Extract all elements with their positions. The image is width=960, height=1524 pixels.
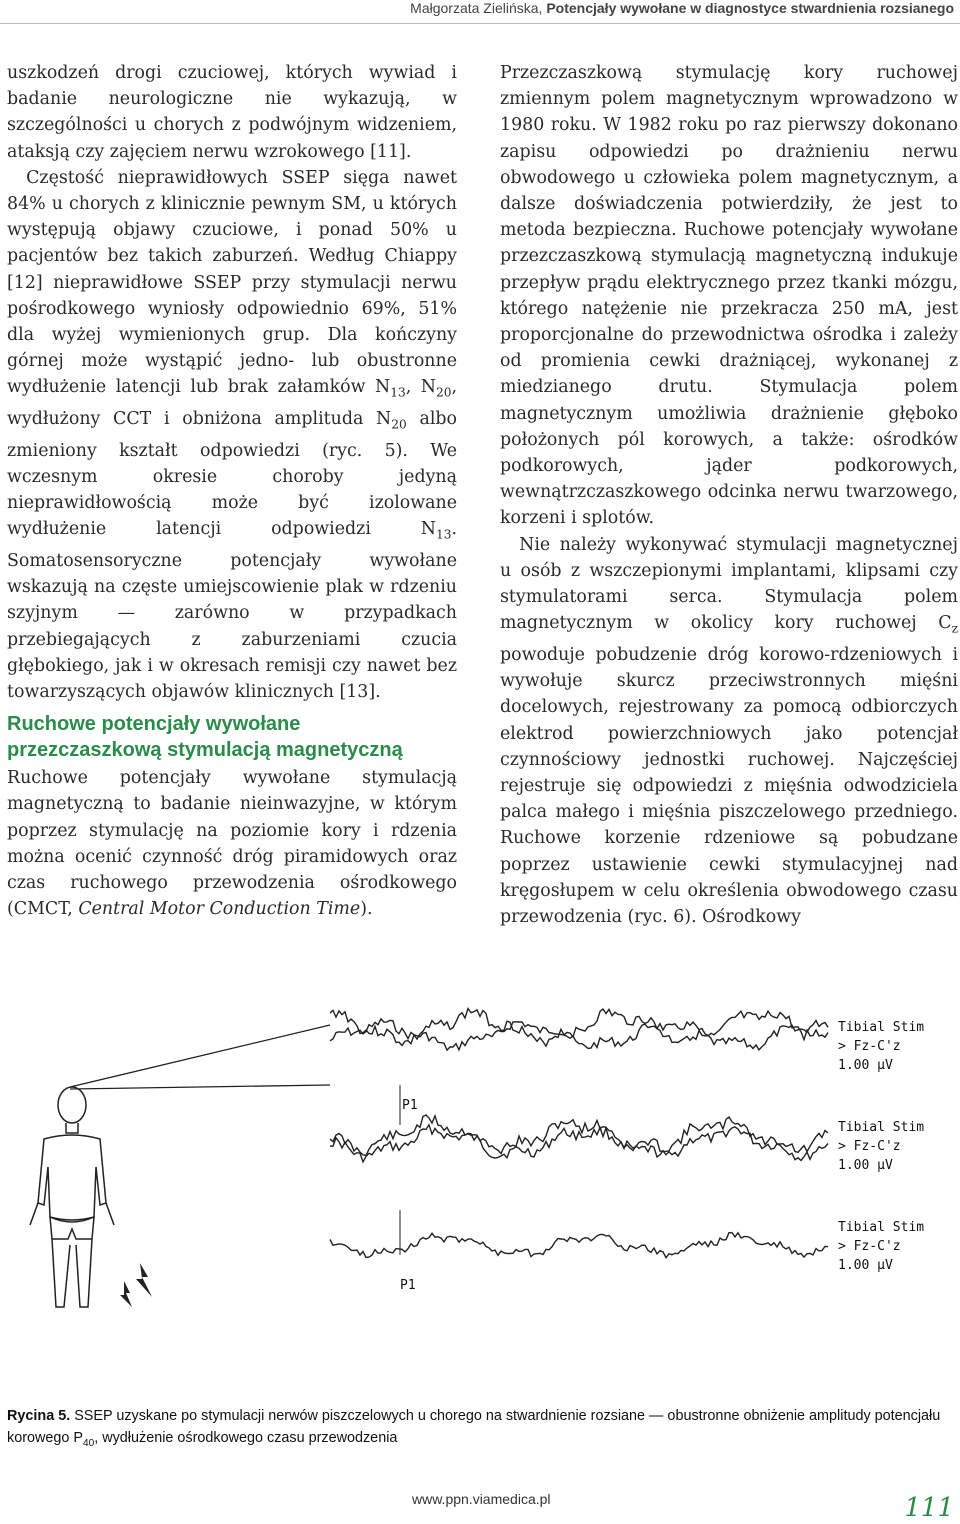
running-head-author: Małgorzata Zielińska, — [410, 0, 543, 16]
svg-text:1.00 µV: 1.00 µV — [838, 1058, 893, 1073]
figure-caption: Rycina 5. SSEP uzyskane po stymulacji nerwów piszczelowych u chorego na stwardnienie rozsiane — obustronne obniżenie amplitudy potencjału korowego $P_{40}$, wydłużenie ośrodkowego czasu przewodzenia — [7, 1408, 941, 1449]
svg-text:Tibial Stim: Tibial Stim — [838, 1020, 925, 1035]
section-heading-line-2: przezczaszkową stymulacją magnetyczną — [7, 739, 403, 762]
trace-group-2 — [330, 1115, 828, 1162]
trace-1a — [330, 1009, 828, 1047]
paragraph-right-1: Przezczaszkową stymulację kory ruchowej zmiennym polem magnetycznym wprowadzono w 1980 roku. W 1982 roku po raz pierwszy dokonano zapisu odpowiedzi po drażnieniu nerwu obwodowego u człowieka polem magnetycznym, a dalsze doświadczenia potwierdziły, że jest to metoda bezpieczna. Ruchowe potencjały wywołane przezczaszkową stymulacją magnetyczną indukuje przepływ prądu elektrycznego przez tkanki mózgu, którego natężenie nie przekracza 250 mA, jest proporcjonalne do przewodnictwa ośrodka i zależy od promienia cewki drażniącej, wykonanej z miedzianego drutu. Stymulacja polem magnetycznym umożliwia drażnienie głęboko położonych pól korowych, a także: ośrodków podkorowych, jąder podkorowych, wewnątrzczaszkowego odcinka nerwu twarzowego, korzeni i splotów. — [500, 63, 958, 529]
section-heading — [7, 711, 457, 763]
svg-text:> Fz-C'z: > Fz-C'z — [838, 1039, 901, 1054]
trace-2b — [330, 1125, 828, 1162]
trace-group-3 — [330, 1233, 828, 1258]
trace-3a — [330, 1233, 828, 1258]
electrode-lead-middle — [70, 1085, 330, 1089]
paragraph-left-2: Częstość nieprawidłowych SSEP sięga nawet 84% u chorych z klinicznie pewnym SM, u których występują objawy czuciowe, i ponad 50% u pacjentów bez takich zaburzeń. Według Chiappy [12] nieprawidłowe SSEP przy stymulacji nerwu pośrodkowego wyniosły odpowiednio 69%, 51% dla wyżej wymienionych grup. Dla kończyny górnej może wystąpić jedno- lub obustronne wydłużenie latencji lub brak załamków $N_{13}$, $N_{20}$, wydłużony CCT i obniżona amplituda $N_{20}$ albo zmieniony kształt odpowiedzi (ryc. 5). We wczesnym okresie choroby jedyną nieprawidłowością może być izolowane wydłużenie latencji odpowiedzi $N_{13}$. Somatosensoryczne potencjały wywołane wskazują na częste umiejscowienie plak w rdzeniu szyjnym — zarówno w przypadkach przebiegających z zaburzeniami czucia głębokiego, jak i w okresach remisji czy nawet bez towarzyszących objawów klinicznych [13]. — [7, 167, 457, 703]
svg-text:1.00 µV: 1.00 µV — [838, 1258, 893, 1273]
left-column — [7, 60, 457, 923]
footer-url: www.ppn.viamedica.pl — [412, 1491, 551, 1507]
trace-label-1 — [838, 1020, 924, 1073]
trace-group-1 — [330, 1009, 828, 1051]
svg-text:Tibial Stim: Tibial Stim — [838, 1220, 925, 1235]
stimulus-bolt-icon — [120, 1263, 152, 1307]
paragraph-left-1: uszkodzeń drogi czuciowej, których wywiad i badanie neurologiczne nie wykazują, w szczególności u chorych z podwójnym widzeniem, ataksją czy zajęciem nerwu wzrokowego [11]. — [7, 63, 457, 162]
section-heading-line-1: Ruchowe potencjały wywołane — [7, 713, 301, 736]
trace-label-3 — [838, 1220, 924, 1273]
trace-1b — [330, 1019, 828, 1050]
right-column — [500, 60, 958, 930]
peak-label-2: P1 — [400, 1278, 416, 1293]
head-shape — [58, 1087, 86, 1123]
electrode-lead-upper — [70, 1025, 330, 1087]
legs-shape — [52, 1239, 92, 1307]
page-number: 111 — [904, 1493, 954, 1523]
paragraph-right-2: Nie należy wykonywać stymulacji magnetycznej u osób z wszczepionymi implantami, klipsami czy stymulatorami serca. Stymulacja polem magnetycznym w okolicy kory ruchowej $C_z$ powoduje pobudzenie dróg korowo-rdzeniowych i wywołuje skurcz przeciwstronnych mięśni docelowych, rejestrowany za pomocą odbiorczych elektrod powierzchniowych jako potencjał czynnościowy jednostki ruchowej. Najczęściej rejestruje się odpowiedzi z mięśnia odwodziciela palca małego i mięśnia piszczelowego przedniego. Ruchowe korzenie rdzeniowe są pobudzane poprzez ustawienie cewki stymulacyjnej nad kręgosłupem w celu określenia obwodowego czasu przewodzenia (ryc. 6). Ośrodkowy — [500, 534, 958, 927]
trace-label-2 — [838, 1120, 924, 1173]
running-head-title: Potencjały wywołane w diagnostyce stwardnienia rozsianego — [546, 0, 954, 16]
electrode-lines — [70, 1025, 330, 1089]
running-head — [410, 0, 954, 16]
human-body-illustration — [30, 1087, 114, 1307]
svg-text:1.00 µV: 1.00 µV — [838, 1158, 893, 1173]
trace-2a — [330, 1115, 828, 1155]
header-rule — [0, 23, 960, 24]
neck-shape — [66, 1123, 78, 1133]
figure-svg — [0, 955, 960, 1375]
torso-shape — [38, 1135, 106, 1220]
figure-ssep — [0, 955, 960, 1375]
caption-label: Rycina 5. — [7, 1408, 71, 1424]
svg-text:> Fz-C'z: > Fz-C'z — [838, 1139, 901, 1154]
svg-text:Tibial Stim: Tibial Stim — [838, 1120, 925, 1135]
svg-text:> Fz-C'z: > Fz-C'z — [838, 1239, 901, 1254]
peak-label-1: P1 — [402, 1098, 418, 1113]
paragraph-left-3: Ruchowe potencjały wywołane stymulacją magnetyczną to badanie nieinwazyjne, w którym poprzez stymulację na poziomie kory i rdzenia można ocenić czynność dróg piramidowych oraz czas ruchowego przewodzenia ośrodkowego (CMCT, Central Motor Conduction Time). — [7, 768, 457, 920]
